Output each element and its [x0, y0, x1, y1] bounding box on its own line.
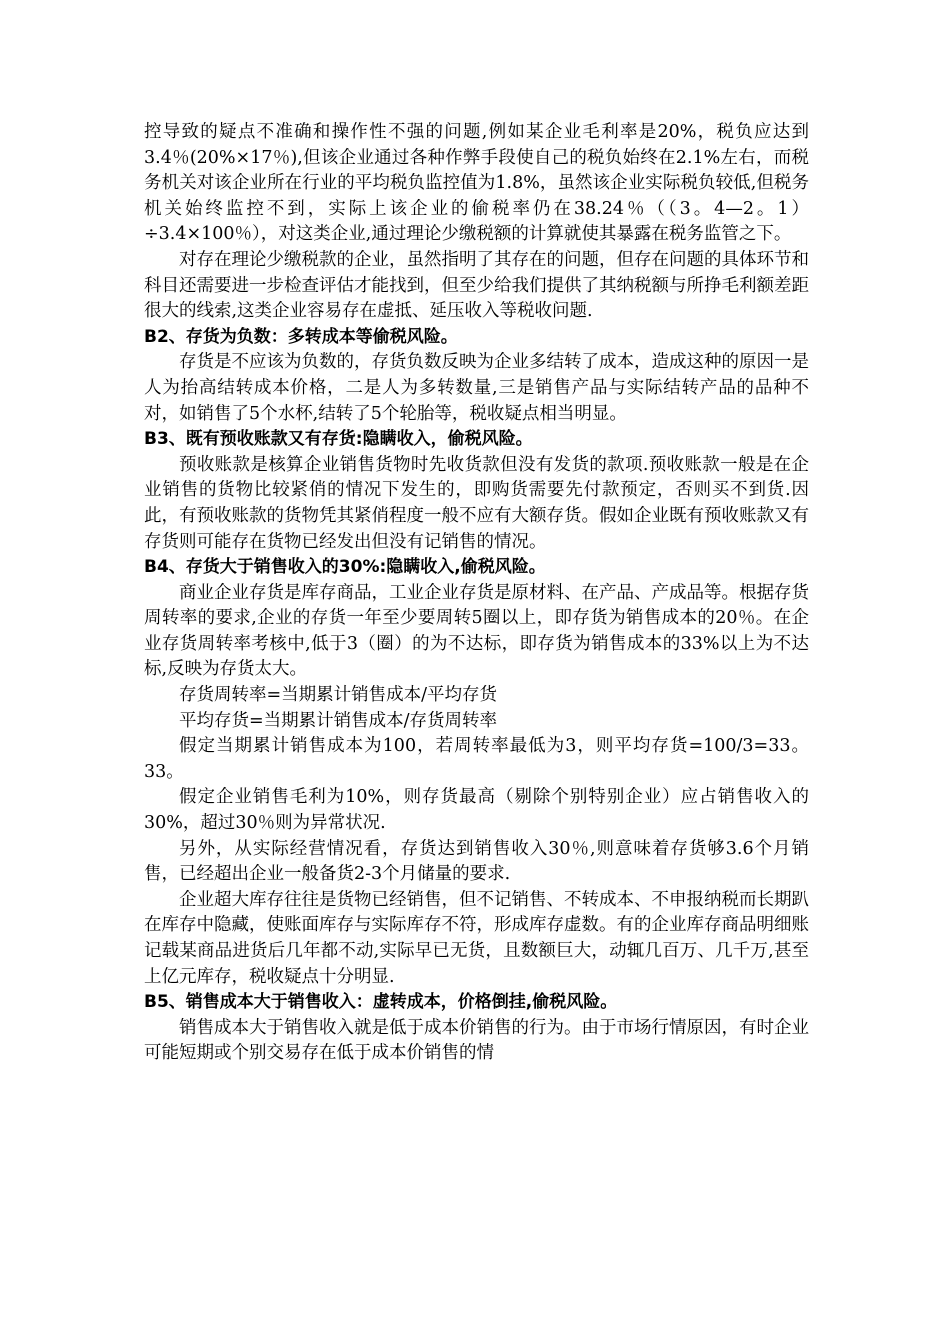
heading-b5: B5、销售成本大于销售收入：虚转成本，价格倒挂,偷税风险。 — [144, 992, 618, 1013]
paragraph-inventory-months: 另外，从实际经营情况看，存货达到销售收入30％,则意味着存货够3.6个月销售，已经超出企业一般备货2-3个月储量的要求. — [144, 838, 809, 885]
heading-b3: B3、既有预收账款又有存货:隐瞒收入，偷税风险。 — [144, 429, 533, 450]
paragraph-inventory-turnover: 商业企业存货是库存商品，工业企业存货是原材料、在产品、产成品等。根据存货周转率的要求,企业的存货一年至少要周转5圈以上，即存货为销售成本的20％。在企业存货周转率考核中,低于3（圈）的为不达标，即存货为销售成本的33%以上为不达标,反映为存货太大。 — [144, 582, 809, 680]
paragraph-negative-inventory: 存货是不应该为负数的，存货负数反映为企业多结转了成本，造成这种的原因一是人为抬高结转成本价格，二是人为多转数量,三是销售产品与实际结转产品的品种不对，如销售了5个水杯,结转了5个轮胎等，税收疑点相当明显。 — [144, 352, 809, 424]
heading-b2: B2、存货为负数：多转成本等偷税风险。 — [144, 326, 458, 347]
paragraph-hidden-inventory: 企业超大库存往往是货物已经销售，但不记销售、不转成本、不申报纳税而长期趴在库存中隐藏，使账面库存与实际库存不符，形成库存虚数。有的企业库存商品明细账记载某商品进货后几年都不动,实际早已无货，且数额巨大，动辄几百万、几千万,甚至上亿元库存，税收疑点十分明显. — [144, 889, 809, 987]
paragraph-advance-receipts: 预收账款是核算企业销售货物时先收货款但没有发货的款项.预收账款一般是在企业销售的货物比较紧俏的情况下发生的，即购货需要先付款预定，否则买不到货.因此，有预收账款的货物凭其紧俏程度一般不应有大额存货。假如企业既有预收账款又有存货则可能存在货物已经发出但没有记销售的情况。 — [144, 454, 809, 552]
paragraph-theoretical-tax-clues: 对存在理论少缴税款的企业，虽然指明了其存在的问题，但存在问题的具体环节和科目还需要进一步检查评估才能找到，但至少给我们提供了其纳税额与所挣毛利额差距很大的线索,这类企业容易存在虚抵、延压收入等税收问题. — [144, 249, 809, 322]
heading-b4: B4、存货大于销售收入的30%:隐瞒收入,偷税风险。 — [144, 557, 546, 578]
paragraph-theoretical-tax-example: 控导致的疑点不准确和操作性不强的问题,例如某企业毛利率是20%，税负应达到3.4％(20%×17％),但该企业通过各种作弊手段使自己的税负始终在2.1%左右，而税务机关对该企业所在行业的平均税负监控值为1.8%，虽然该企业实际税负较低,但税务机关始终监控不到，实际上该企业的偷税率仍在38.24％（（3。4—2。1）÷3.4×100％），对这类企业,通过理论少缴税额的计算就使其暴露在税务监管之下。 — [144, 122, 809, 245]
paragraph-cost-exceeds-revenue: 销售成本大于销售收入就是低于成本价销售的行为。由于市场行情原因，有时企业可能短期或个别交易存在低于成本价销售的情 — [144, 1017, 809, 1064]
formula-turnover-rate: 存货周转率=当期累计销售成本/平均存货 — [179, 685, 498, 706]
document-page — [144, 120, 809, 1067]
paragraph-assumed-margin: 假定企业销售毛利为10%，则存货最高（剔除个别特别企业）应占销售收入的30%，超过30％则为异常状况. — [144, 787, 809, 834]
formula-average-inventory: 平均存货=当期累计销售成本/存货周转率 — [179, 710, 498, 731]
paragraph-assumed-cost: 假定当期累计销售成本为100，若周转率最低为3，则平均存货=100/3=33。33。 — [144, 736, 809, 782]
